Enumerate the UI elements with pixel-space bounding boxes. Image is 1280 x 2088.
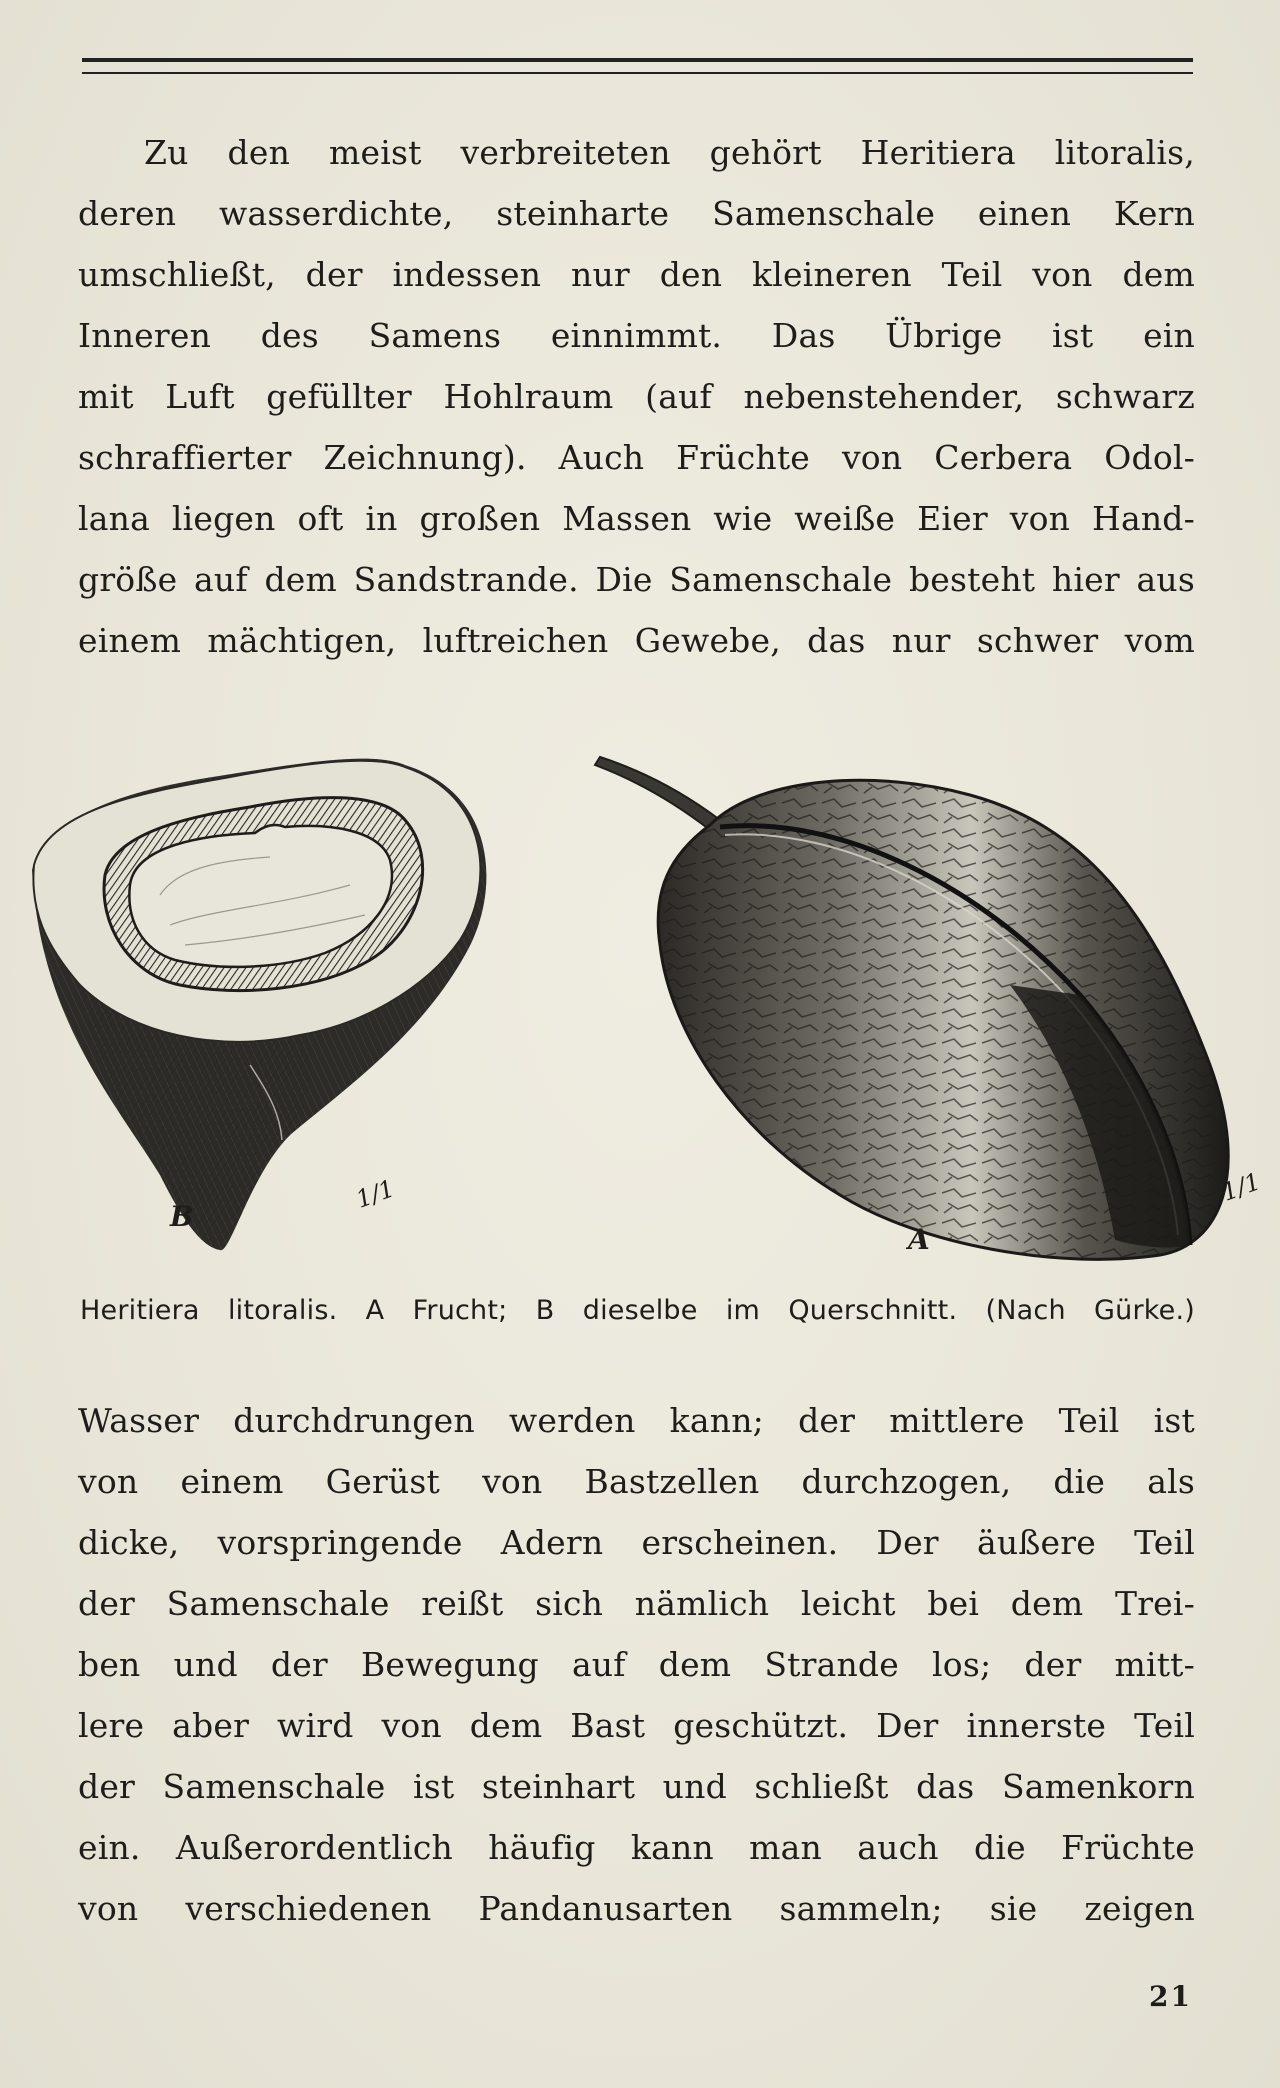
label-a: A xyxy=(908,1223,930,1256)
label-b: B xyxy=(170,1200,194,1233)
page-number: 21 xyxy=(1149,1980,1192,2013)
text-line: von einem Gerüst von Bastzellen durchzogen, die als xyxy=(78,1462,1195,1501)
text-line: größe auf dem Sandstrande. Die Samenschale besteht hier aus xyxy=(78,560,1195,599)
text-line: Zu den meist verbreiteten gehört Heritiera litoralis, xyxy=(144,133,1195,172)
fruit-drawing xyxy=(595,757,1228,1259)
text-line: der Samenschale ist steinhart und schließt das Samenkorn xyxy=(78,1767,1195,1806)
cross-section-drawing xyxy=(32,759,486,1251)
text-line: dicke, vorspringende Adern erscheinen. Der äußere Teil xyxy=(78,1523,1195,1562)
scale-a: 1/1 xyxy=(1218,1167,1265,1207)
text-line: einem mächtigen, luftreichen Gewebe, das nur schwer vom xyxy=(78,621,1195,660)
text-line: von verschiedenen Pandanusarten sammeln; sie zeigen xyxy=(78,1889,1195,1928)
figure-heritiera xyxy=(20,735,1265,1280)
text-line: Wasser durchdrungen werden kann; der mittlere Teil ist xyxy=(78,1401,1195,1440)
text-line: der Samenschale reißt sich nämlich leicht bei dem Trei- xyxy=(78,1584,1195,1623)
figure-illustration xyxy=(20,735,1260,1280)
text-line: lana liegen oft in großen Massen wie weiße Eier von Hand- xyxy=(78,499,1195,538)
scale-b: 1/1 xyxy=(352,1174,399,1214)
text-line: ben und der Bewegung auf dem Strande los; der mitt- xyxy=(78,1645,1195,1684)
paragraph-bottom xyxy=(78,1390,1195,1939)
text-line: mit Luft gefüllter Hohlraum (auf nebenstehender, schwarz xyxy=(78,377,1195,416)
paragraph-top xyxy=(78,122,1195,671)
text-line: ein. Außerordentlich häufig kann man auch die Früchte xyxy=(78,1828,1195,1867)
text-line: umschließt, der indessen nur den kleineren Teil von dem xyxy=(78,255,1195,294)
header-rule-thin xyxy=(82,72,1193,74)
text-line: Inneren des Samens einnimmt. Das Übrige ist ein xyxy=(78,316,1195,355)
text-line: lere aber wird von dem Bast geschützt. Der innerste Teil xyxy=(78,1706,1195,1745)
text-line: schraffierter Zeichnung). Auch Früchte von Cerbera Odol- xyxy=(78,438,1195,477)
text-line: deren wasserdichte, steinharte Samenschale einen Kern xyxy=(78,194,1195,233)
figure-caption: Heritiera litoralis. A Frucht; B dieselbe im Querschnitt. (Nach Gürke.) xyxy=(80,1295,1195,1326)
header-rule-thick xyxy=(82,58,1193,62)
